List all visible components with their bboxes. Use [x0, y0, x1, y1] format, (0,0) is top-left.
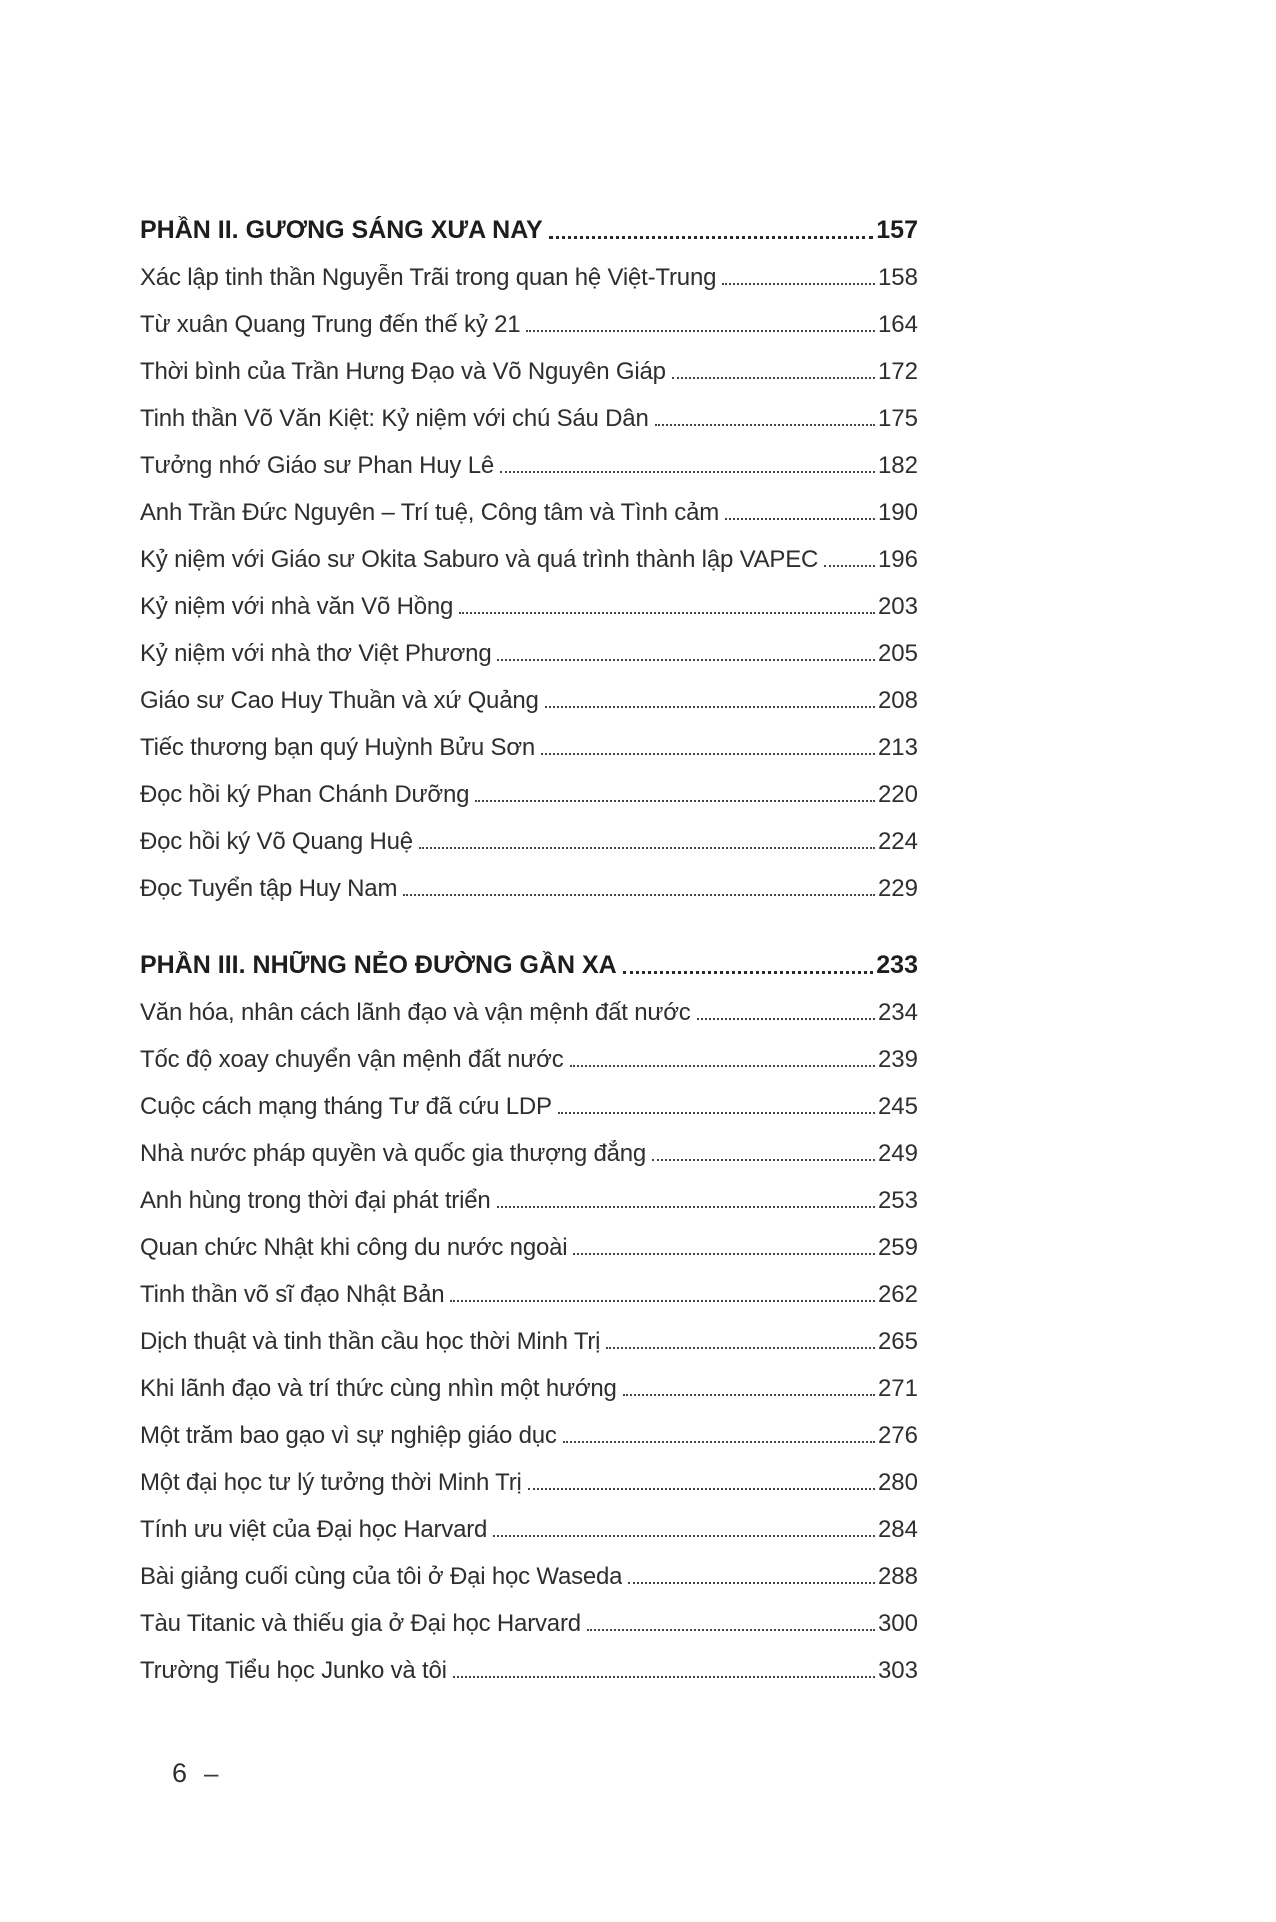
dot-leader — [623, 1394, 875, 1396]
toc-page-number: 271 — [877, 1375, 918, 1403]
toc-page-number: 234 — [877, 999, 918, 1027]
dot-leader — [697, 1018, 875, 1020]
toc-page-number: 175 — [877, 405, 918, 433]
toc-entry-title: Một đại học tư lý tưởng thời Minh Trị — [140, 1469, 522, 1497]
toc-entry — [140, 1121, 918, 1168]
toc-section — [140, 198, 918, 903]
toc-page-number: 288 — [877, 1563, 918, 1591]
toc-entry — [140, 1215, 918, 1262]
toc-entry — [140, 1403, 918, 1450]
toc-entry-title: Đọc Tuyển tập Huy Nam — [140, 875, 398, 903]
toc-entry-title: Quan chức Nhật khi công du nước ngoài — [140, 1234, 568, 1262]
toc-entry — [140, 762, 918, 809]
toc-entry — [140, 715, 918, 762]
dot-leader — [526, 330, 875, 332]
toc-entry-title: Kỷ niệm với Giáo sư Okita Saburo và quá trình thành lập VAPEC — [140, 546, 819, 574]
toc-entry — [140, 339, 918, 386]
toc-page-number: 253 — [877, 1187, 918, 1215]
toc-entry — [140, 1356, 918, 1403]
dot-leader — [419, 847, 875, 849]
toc-entry-title: Anh hùng trong thời đại phát triển — [140, 1187, 491, 1215]
toc-entry-title: Văn hóa, nhân cách lãnh đạo và vận mệnh đất nước — [140, 999, 691, 1027]
toc-entry — [140, 668, 918, 715]
toc-entry — [140, 1168, 918, 1215]
dot-leader — [475, 800, 875, 802]
toc-entry-title: Xác lập tinh thần Nguyễn Trãi trong quan hệ Việt-Trung — [140, 264, 717, 292]
dot-leader — [722, 283, 875, 285]
toc-entry — [140, 856, 918, 903]
toc-entry — [140, 574, 918, 621]
toc-page-number: 265 — [877, 1328, 918, 1356]
toc-page-number: 172 — [877, 358, 918, 386]
dot-leader — [652, 1159, 875, 1161]
toc-page-number: 259 — [877, 1234, 918, 1262]
dot-leader — [558, 1112, 875, 1114]
toc-page-number: 303 — [877, 1657, 918, 1685]
page-footer — [172, 1758, 219, 1789]
toc-entry-title: Tưởng nhớ Giáo sư Phan Huy Lê — [140, 452, 494, 480]
toc-entry-title: Tinh thần Võ Văn Kiệt: Kỷ niệm với chú Sáu Dân — [140, 405, 649, 433]
toc-entry — [140, 527, 918, 574]
dot-leader — [497, 1206, 875, 1208]
toc-page-number: 164 — [877, 311, 918, 339]
toc-page-number: 245 — [877, 1093, 918, 1121]
toc-entry — [140, 245, 918, 292]
footer-page-number: 6 — [172, 1758, 188, 1788]
toc-entry-title: Từ xuân Quang Trung đến thế kỷ 21 — [140, 311, 521, 339]
dot-leader — [655, 424, 875, 426]
toc-page-number: 249 — [877, 1140, 918, 1168]
toc-page-number: 157 — [876, 216, 918, 245]
toc-section-title: PHẦN II. GƯƠNG SÁNG XƯA NAY — [140, 216, 543, 245]
toc-page-number: 213 — [877, 734, 918, 762]
dot-leader — [672, 377, 875, 379]
dot-leader — [450, 1300, 875, 1302]
toc-page-number: 284 — [877, 1516, 918, 1544]
toc-entry — [140, 480, 918, 527]
toc-entry — [140, 1544, 918, 1591]
toc-entry-title: Dịch thuật và tinh thần cầu học thời Minh Trị — [140, 1328, 601, 1356]
toc-entry-title: Khi lãnh đạo và trí thức cùng nhìn một hướng — [140, 1375, 617, 1403]
toc-entry — [140, 386, 918, 433]
toc-entry-title: Kỷ niệm với nhà thơ Việt Phương — [140, 640, 492, 668]
toc-page-number: 205 — [877, 640, 918, 668]
dot-leader — [725, 518, 875, 520]
toc-entry-title: Đọc hồi ký Võ Quang Huệ — [140, 828, 413, 856]
toc-section-header — [140, 198, 918, 245]
toc-entry — [140, 433, 918, 480]
toc-entry — [140, 1262, 918, 1309]
toc-entry — [140, 980, 918, 1027]
toc-entry — [140, 809, 918, 856]
toc-entry — [140, 1309, 918, 1356]
toc-entry-title: Nhà nước pháp quyền và quốc gia thượng đẳng — [140, 1140, 647, 1168]
toc-entry-title: Thời bình của Trần Hưng Đạo và Võ Nguyên Giáp — [140, 358, 666, 386]
toc-entry-title: Tiếc thương bạn quý Huỳnh Bửu Sơn — [140, 734, 536, 762]
toc-page-number: 300 — [877, 1610, 918, 1638]
dot-leader — [549, 236, 874, 239]
toc-page-number: 262 — [877, 1281, 918, 1309]
toc-entry — [140, 292, 918, 339]
dot-leader — [497, 659, 874, 661]
toc-entry-title: Một trăm bao gạo vì sự nghiệp giáo dục — [140, 1422, 557, 1450]
toc-entry — [140, 1591, 918, 1638]
toc-page-number: 158 — [877, 264, 918, 292]
toc-page-number: 196 — [877, 546, 918, 574]
toc-entry — [140, 1074, 918, 1121]
toc-page-number: 190 — [877, 499, 918, 527]
dot-leader — [628, 1582, 875, 1584]
dot-leader — [587, 1629, 875, 1631]
dot-leader — [453, 1676, 875, 1678]
dot-leader — [623, 971, 874, 974]
toc-entry — [140, 621, 918, 668]
toc-entry-title: Tốc độ xoay chuyển vận mệnh đất nước — [140, 1046, 564, 1074]
toc-page-number: 208 — [877, 687, 918, 715]
toc-entry — [140, 1450, 918, 1497]
footer-dash: – — [204, 1758, 219, 1788]
toc-section — [140, 933, 918, 1685]
toc-entry-title: Tàu Titanic và thiếu gia ở Đại học Harvard — [140, 1610, 581, 1638]
dot-leader — [541, 753, 875, 755]
dot-leader — [563, 1441, 875, 1443]
toc-section-header — [140, 933, 918, 980]
toc-entry — [140, 1497, 918, 1544]
toc-page-number: 220 — [877, 781, 918, 809]
toc-entry-title: Bài giảng cuối cùng của tôi ở Đại học Waseda — [140, 1563, 623, 1591]
toc-page-number: 203 — [877, 593, 918, 621]
toc-entry-title: Giáo sư Cao Huy Thuần và xứ Quảng — [140, 687, 539, 715]
dot-leader — [573, 1253, 875, 1255]
dot-leader — [824, 565, 875, 567]
toc-page-number: 233 — [876, 951, 918, 980]
dot-leader — [528, 1488, 875, 1490]
toc-section-title: PHẦN III. NHỮNG NẺO ĐƯỜNG GẦN XA — [140, 951, 617, 980]
toc-entry-title: Kỷ niệm với nhà văn Võ Hồng — [140, 593, 454, 621]
toc-entry-title: Anh Trần Đức Nguyên – Trí tuệ, Công tâm và Tình cảm — [140, 499, 720, 527]
dot-leader — [459, 612, 875, 614]
dot-leader — [570, 1065, 875, 1067]
toc-entry-title: Tính ưu việt của Đại học Harvard — [140, 1516, 488, 1544]
dot-leader — [500, 471, 875, 473]
toc-page-number: 280 — [877, 1469, 918, 1497]
toc-entry-title: Tinh thần võ sĩ đạo Nhật Bản — [140, 1281, 445, 1309]
dot-leader — [403, 894, 875, 896]
toc-page-number: 224 — [877, 828, 918, 856]
toc-entry-title: Đọc hồi ký Phan Chánh Dưỡng — [140, 781, 470, 809]
toc-page-number: 239 — [877, 1046, 918, 1074]
dot-leader — [545, 706, 875, 708]
dot-leader — [606, 1347, 875, 1349]
toc-entry — [140, 1027, 918, 1074]
toc-page-number: 229 — [877, 875, 918, 903]
toc-entry-title: Trường Tiểu học Junko và tôi — [140, 1657, 447, 1685]
toc — [140, 198, 918, 1685]
dot-leader — [493, 1535, 875, 1537]
toc-entry — [140, 1638, 918, 1685]
toc-entry-title: Cuộc cách mạng tháng Tư đã cứu LDP — [140, 1093, 552, 1121]
toc-page-number: 276 — [877, 1422, 918, 1450]
toc-page-number: 182 — [877, 452, 918, 480]
